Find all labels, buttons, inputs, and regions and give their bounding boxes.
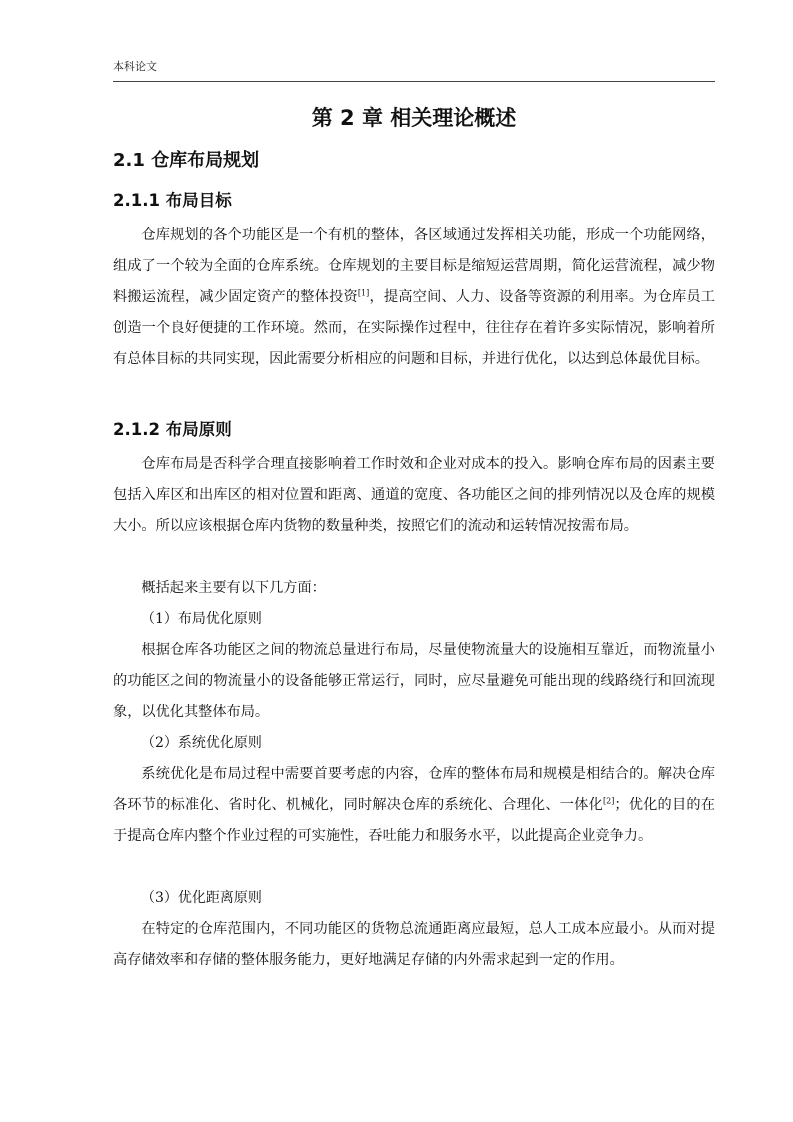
- paragraph-text: ，提高空间、人力、设备等资源的利用率。为仓库员工创造一个良好便捷的工作环境。然而，在实际操作过程中，往往存在着许多实际情况，影响着所有总体目标的共同实现，因此需要分析相应的问题和目标，并进行优化，以达到总体最优目标。: [113, 289, 715, 367]
- principle-1-text: 根据仓库各功能区之间的物流总量进行布局，尽量使物流量大的设施相互靠近，而物流量小的功能区之间的物流量小的设备能够正常运行，同时，应尽量避免可能出现的线路绕行和回流现象，以优化其整体布局。: [113, 642, 715, 720]
- section-heading-2-1: 2.1 仓库布局规划: [113, 150, 260, 171]
- paragraph-layout-goals: [113, 220, 715, 375]
- paragraph-text: ；优化的目的在于提高仓库内整个作业过程的可实施性，吞吐能力和服务水平，以此提高企业竞争力。: [113, 797, 715, 844]
- paragraph-text: 仓库规划的各个功能区是一个有机的整体，各区域通过发挥相关功能，形成一个功能网络，组成了一个较为全面的仓库系统。仓库规划的主要目标是缩短运营周期，简化运营流程，减少物料搬运流程，减少固定资产的整体投资: [113, 227, 715, 305]
- principle-3-text: 在特定的仓库范围内，不同功能区的货物总流通距离应最短，总人工成本应最小。从而对提高存储效率和存储的整体服务能力，更好地满足存储的内外需求起到一定的作用。: [113, 921, 715, 968]
- header-divider: [113, 81, 715, 82]
- section-heading-2-1-1: 2.1.1 布局目标: [113, 191, 232, 210]
- paragraph-text: 系统优化是布局过程中需要首要考虑的内容，仓库的整体布局和规模是相结合的。解决仓库各环节的标准化、省时化、机械化，同时解决仓库的系统化、合理化、一体化: [113, 766, 715, 813]
- principle-2-text: [113, 759, 715, 852]
- page-header-label: 本科论文: [113, 60, 157, 73]
- section-heading-2-1-2: 2.1.2 布局原则: [113, 420, 232, 439]
- principle-2-title: （2）系统优化原则: [141, 735, 262, 751]
- chapter-title: 第 2 章 相关理论概述: [311, 106, 517, 130]
- paragraph-summary: 概括起来主要有以下几方面：: [141, 580, 326, 596]
- paragraph-layout-intro: 仓库布局是否科学合理直接影响着工作时效和企业对成本的投入。影响仓库布局的因素主要包括入库区和出库区的相对位置和距离、通道的宽度、各功能区之间的排列情况以及仓库的规模大小。所以应该根据仓库内货物的数量种类，按照它们的流动和运转情况按需布局。: [113, 456, 715, 534]
- citation: [1]: [357, 288, 370, 298]
- principle-1-title: （1）布局优化原则: [141, 611, 262, 627]
- principle-3-title: （3）优化距离原则: [141, 890, 262, 906]
- citation: [2]: [602, 796, 615, 806]
